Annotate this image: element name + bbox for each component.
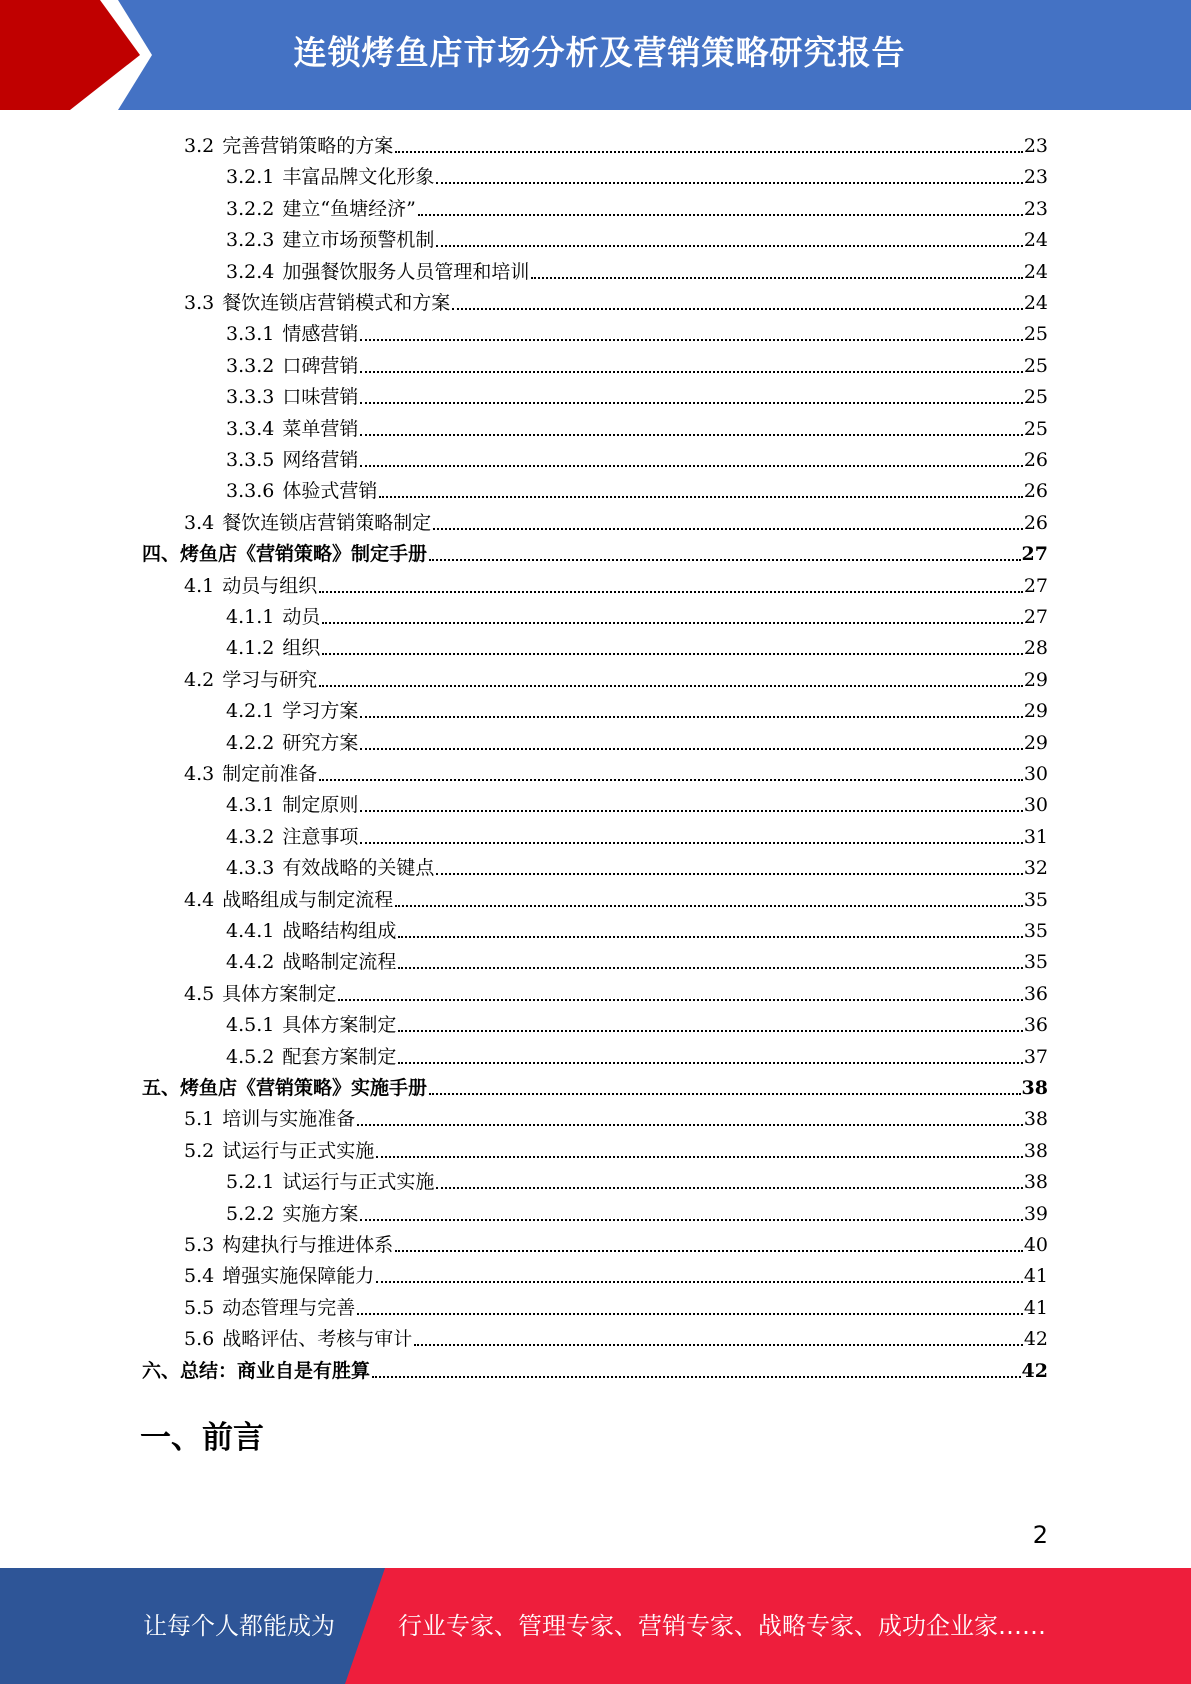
toc-dot-leader — [360, 339, 1022, 341]
toc-entry[interactable] — [226, 315, 1048, 345]
toc-entry-title: 口味营销 — [282, 386, 359, 409]
toc-dot-leader — [376, 1281, 1023, 1283]
toc-entry-number: 4.1.1 — [226, 606, 275, 628]
footer-slogan-right: 行业专家、管理专家、营销专家、战略专家、成功企业家…… — [398, 1612, 1046, 1640]
toc-entry-title: 五、烤鱼店《营销策略》实施手册 — [142, 1077, 428, 1099]
toc-dot-leader — [414, 1344, 1023, 1346]
toc-entry-title: 餐饮连锁店营销模式和方案 — [222, 292, 451, 314]
toc-entry[interactable] — [226, 441, 1048, 471]
toc-entry-title: 动员 — [282, 606, 321, 628]
toc-entry-title: 四、烤鱼店《营销策略》制定手册 — [142, 543, 428, 566]
toc-dot-leader — [436, 182, 1022, 184]
toc-entry[interactable] — [226, 849, 1048, 879]
toc-entry[interactable] — [226, 472, 1048, 502]
toc-entry[interactable] — [226, 1006, 1048, 1036]
toc-entry[interactable] — [226, 1038, 1048, 1068]
toc-entry-page: 26 — [1023, 511, 1048, 534]
toc-entry-number: 3.3.2 — [226, 354, 275, 377]
toc-entry-number: 3.2 — [184, 135, 215, 157]
toc-entry-title: 战略制定流程 — [282, 951, 397, 974]
toc-entry[interactable] — [142, 1069, 1048, 1099]
toc-entry-page: 38 — [1021, 1077, 1048, 1099]
toc-entry-page: 25 — [1023, 417, 1048, 440]
toc-dot-leader — [360, 716, 1022, 718]
toc-entry-number: 5.1 — [184, 1108, 215, 1131]
toc-entry[interactable] — [226, 692, 1048, 722]
toc-entry[interactable] — [184, 567, 1048, 597]
toc-entry-title: 配套方案制定 — [282, 1045, 397, 1068]
toc-entry-page: 39 — [1023, 1202, 1048, 1225]
toc-entry-title: 体验式营销 — [282, 480, 378, 503]
toc-dot-leader — [360, 1219, 1022, 1221]
toc-dot-leader — [338, 999, 1023, 1001]
toc-entry-title: 战略评估、考核与审计 — [222, 1328, 413, 1351]
toc-entry-title: 六、总结：商业自是有胜算 — [142, 1359, 371, 1382]
toc-entry[interactable] — [226, 347, 1048, 377]
toc-entry-page: 40 — [1023, 1234, 1048, 1256]
toc-entry[interactable] — [226, 1195, 1048, 1225]
toc-entry-page: 24 — [1023, 292, 1048, 314]
toc-entry-page: 36 — [1023, 1014, 1048, 1037]
toc-entry-title: 口碑营销 — [282, 354, 359, 377]
toc-entry-title: 动员与组织 — [222, 574, 318, 597]
toc-entry-number: 5.5 — [184, 1296, 215, 1319]
toc-entry-number: 3.2.4 — [226, 260, 275, 283]
toc-entry-title: 建立“鱼塘经济” — [282, 197, 416, 220]
toc-entry-number: 3.3.5 — [226, 449, 275, 471]
toc-entry-page: 35 — [1023, 888, 1048, 911]
toc-entry-page: 24 — [1023, 260, 1048, 283]
toc-entry[interactable] — [226, 1163, 1048, 1193]
toc-entry-number: 5.6 — [184, 1328, 215, 1351]
toc-dot-leader — [452, 308, 1023, 310]
toc-entry[interactable] — [184, 504, 1048, 534]
toc-dot-leader — [436, 1187, 1022, 1189]
toc-entry-title: 培训与实施准备 — [222, 1108, 356, 1131]
toc-entry-title: 战略组成与制定流程 — [222, 888, 394, 911]
toc-entry-page: 27 — [1023, 606, 1048, 628]
toc-entry-page: 41 — [1023, 1265, 1048, 1288]
toc-entry-number: 3.3.4 — [226, 417, 275, 440]
toc-dot-leader — [372, 1376, 1021, 1378]
toc-dot-leader — [395, 1250, 1023, 1252]
toc-entry-page: 25 — [1023, 386, 1048, 409]
toc-entry-number: 4.3 — [184, 763, 215, 785]
toc-entry[interactable] — [226, 912, 1048, 942]
toc-entry-number: 3.2.3 — [226, 229, 275, 252]
toc-dot-leader — [319, 779, 1023, 781]
toc-entry-title: 构建执行与推进体系 — [222, 1234, 394, 1256]
toc-entry[interactable] — [184, 127, 1048, 157]
toc-entry-page: 38 — [1023, 1108, 1048, 1131]
toc-entry[interactable] — [226, 410, 1048, 440]
toc-dot-leader — [360, 371, 1022, 373]
toc-entry-number: 4.2 — [184, 668, 215, 691]
toc-entry-title: 试运行与正式实施 — [282, 1171, 435, 1194]
toc-entry-number: 4.5.2 — [226, 1045, 275, 1068]
toc-entry-page: 37 — [1023, 1045, 1048, 1068]
page-header — [0, 0, 1191, 110]
toc-entry-page: 30 — [1023, 794, 1048, 817]
toc-entry[interactable] — [142, 535, 1048, 565]
toc-entry-number: 5.4 — [184, 1265, 215, 1288]
page-footer — [0, 1568, 1191, 1684]
report-title: 连锁烤鱼店市场分析及营销策略研究报告 — [293, 33, 906, 72]
toc-entry-page: 26 — [1023, 449, 1048, 471]
toc-entry-page: 41 — [1023, 1296, 1048, 1319]
toc-entry-title: 学习与研究 — [222, 668, 318, 691]
toc-entry[interactable] — [184, 975, 1048, 1005]
toc-dot-leader — [357, 1124, 1023, 1126]
toc-dot-leader — [360, 465, 1022, 467]
toc-dot-leader — [322, 653, 1022, 655]
toc-entry-number: 5.2.1 — [226, 1171, 275, 1194]
toc-entry-number: 4.4.1 — [226, 920, 275, 942]
toc-dot-leader — [322, 622, 1022, 624]
toc-entry-number: 3.3 — [184, 292, 215, 314]
toc-entry[interactable] — [142, 1352, 1048, 1382]
toc-entry-page: 23 — [1023, 166, 1048, 189]
toc-entry-page: 31 — [1023, 825, 1048, 848]
toc-dot-leader — [398, 1062, 1022, 1064]
toc-dot-leader — [429, 559, 1021, 561]
toc-entry-page: 24 — [1023, 229, 1048, 252]
toc-dot-leader — [360, 402, 1022, 404]
toc-entry-title: 加强餐饮服务人员管理和培训 — [282, 260, 530, 283]
toc-entry-title: 研究方案 — [282, 731, 359, 754]
toc-dot-leader — [398, 1030, 1022, 1032]
toc-entry-title: 试运行与正式实施 — [222, 1139, 375, 1162]
toc-entry-title: 菜单营销 — [282, 417, 359, 440]
toc-entry-number: 5.2 — [184, 1139, 215, 1162]
toc-entry-title: 有效战略的关键点 — [282, 857, 435, 880]
toc-entry[interactable] — [226, 629, 1048, 659]
toc-entry[interactable] — [184, 1100, 1048, 1130]
toc-dot-leader — [360, 842, 1022, 844]
toc-entry-number: 4.5.1 — [226, 1014, 275, 1037]
toc-entry[interactable] — [226, 818, 1048, 848]
toc-entry[interactable] — [184, 1132, 1048, 1162]
toc-entry-title: 建立市场预警机制 — [282, 229, 435, 252]
toc-entry[interactable] — [184, 1289, 1048, 1319]
toc-dot-leader — [436, 873, 1022, 875]
toc-entry-number: 5.3 — [184, 1234, 215, 1256]
toc-entry[interactable] — [226, 221, 1048, 251]
toc-entry-title: 注意事项 — [282, 825, 359, 848]
toc-entry[interactable] — [226, 786, 1048, 816]
toc-entry-number: 4.3.2 — [226, 825, 275, 848]
toc-entry-number: 3.2.1 — [226, 166, 275, 189]
toc-dot-leader — [436, 245, 1022, 247]
toc-entry[interactable] — [226, 724, 1048, 754]
toc-dot-leader — [376, 1156, 1023, 1158]
toc-entry-page: 26 — [1023, 480, 1048, 503]
toc-entry[interactable] — [226, 943, 1048, 973]
toc-dot-leader — [398, 967, 1022, 969]
toc-entry[interactable] — [184, 284, 1048, 314]
toc-entry-page: 38 — [1023, 1171, 1048, 1194]
toc-entry-page: 29 — [1023, 668, 1048, 691]
toc-dot-leader — [429, 1093, 1021, 1095]
toc-dot-leader — [398, 936, 1022, 938]
toc-entry-page: 29 — [1023, 700, 1048, 723]
section-heading: 一、前言 — [140, 1420, 264, 1456]
toc-entry-title: 制定前准备 — [222, 763, 318, 785]
toc-entry-number: 3.3.6 — [226, 480, 275, 503]
toc-entry[interactable] — [184, 881, 1048, 911]
toc-entry-title: 动态管理与完善 — [222, 1296, 356, 1319]
toc-entry-page: 38 — [1023, 1139, 1048, 1162]
toc-entry-page: 32 — [1023, 857, 1048, 880]
toc-entry-page: 27 — [1021, 543, 1048, 566]
toc-entry-page: 28 — [1023, 637, 1048, 660]
toc-entry-title: 制定原则 — [282, 794, 359, 817]
toc-dot-leader — [357, 1313, 1023, 1315]
toc-entry-page: 35 — [1023, 920, 1048, 942]
toc-entry[interactable] — [226, 158, 1048, 188]
toc-entry-title: 实施方案 — [282, 1202, 359, 1225]
toc-entry[interactable] — [226, 598, 1048, 628]
toc-entry-number: 5.2.2 — [226, 1202, 275, 1225]
toc-entry-number: 3.3.1 — [226, 323, 275, 346]
toc-entry-page: 25 — [1023, 354, 1048, 377]
toc-dot-leader — [395, 151, 1023, 153]
toc-entry[interactable] — [184, 1257, 1048, 1287]
toc-entry-number: 4.2.1 — [226, 700, 275, 723]
toc-entry-number: 3.4 — [184, 511, 215, 534]
toc-entry-number: 4.2.2 — [226, 731, 275, 754]
toc-entry-number: 3.2.2 — [226, 197, 275, 220]
toc-entry-page: 36 — [1023, 982, 1048, 1005]
toc-entry-title: 完善营销策略的方案 — [222, 135, 394, 157]
toc-entry-page: 23 — [1023, 135, 1048, 157]
toc-dot-leader — [379, 496, 1022, 498]
toc-entry-number: 4.1 — [184, 574, 215, 597]
toc-entry-page: 27 — [1023, 574, 1048, 597]
toc-dot-leader — [360, 810, 1022, 812]
toc-entry-title: 具体方案制定 — [282, 1014, 397, 1037]
toc-entry-title: 学习方案 — [282, 700, 359, 723]
toc-entry-number: 4.3.3 — [226, 857, 275, 880]
toc-entry-number: 4.1.2 — [226, 637, 275, 660]
toc-entry[interactable] — [184, 661, 1048, 691]
toc-dot-leader — [360, 748, 1022, 750]
footer-slogan-left: 让每个人都能成为 — [143, 1612, 335, 1640]
toc-entry-page: 42 — [1021, 1359, 1048, 1382]
toc-entry-title: 丰富品牌文化形象 — [282, 166, 435, 189]
toc-entry-page: 23 — [1023, 197, 1048, 220]
toc-dot-leader — [319, 591, 1023, 593]
toc-entry[interactable] — [226, 378, 1048, 408]
toc-entry-title: 组织 — [282, 637, 321, 660]
toc-dot-leader — [531, 277, 1022, 279]
toc-dot-leader — [418, 214, 1023, 216]
toc-entry-number: 4.4.2 — [226, 951, 275, 974]
page-number: 2 — [1032, 1521, 1048, 1549]
toc-entry-number: 4.5 — [184, 982, 215, 1005]
toc-entry[interactable] — [226, 253, 1048, 283]
toc-entry-title: 战略结构组成 — [282, 920, 397, 942]
toc-entry-page: 30 — [1023, 763, 1048, 785]
toc-entry-title: 网络营销 — [282, 449, 359, 471]
toc-entry[interactable] — [184, 1226, 1048, 1256]
toc-entry-title: 情感营销 — [282, 323, 359, 346]
toc-entry-number: 3.3.3 — [226, 386, 275, 409]
toc-entry-title: 餐饮连锁店营销策略制定 — [222, 511, 432, 534]
toc-entry-number: 4.4 — [184, 888, 215, 911]
toc-dot-leader — [319, 685, 1023, 687]
toc-entry-title: 具体方案制定 — [222, 982, 337, 1005]
toc-entry[interactable] — [226, 190, 1048, 220]
toc-entry-page: 25 — [1023, 323, 1048, 346]
toc-entry-number: 4.3.1 — [226, 794, 275, 817]
toc-dot-leader — [395, 905, 1023, 907]
toc-dot-leader — [433, 528, 1023, 530]
toc-entry-title: 增强实施保障能力 — [222, 1265, 375, 1288]
toc-entry[interactable] — [184, 755, 1048, 785]
toc-entry-page: 35 — [1023, 951, 1048, 974]
toc-entry-page: 29 — [1023, 731, 1048, 754]
toc-entry-page: 42 — [1023, 1328, 1048, 1351]
toc-dot-leader — [360, 434, 1022, 436]
toc-entry[interactable] — [184, 1320, 1048, 1350]
